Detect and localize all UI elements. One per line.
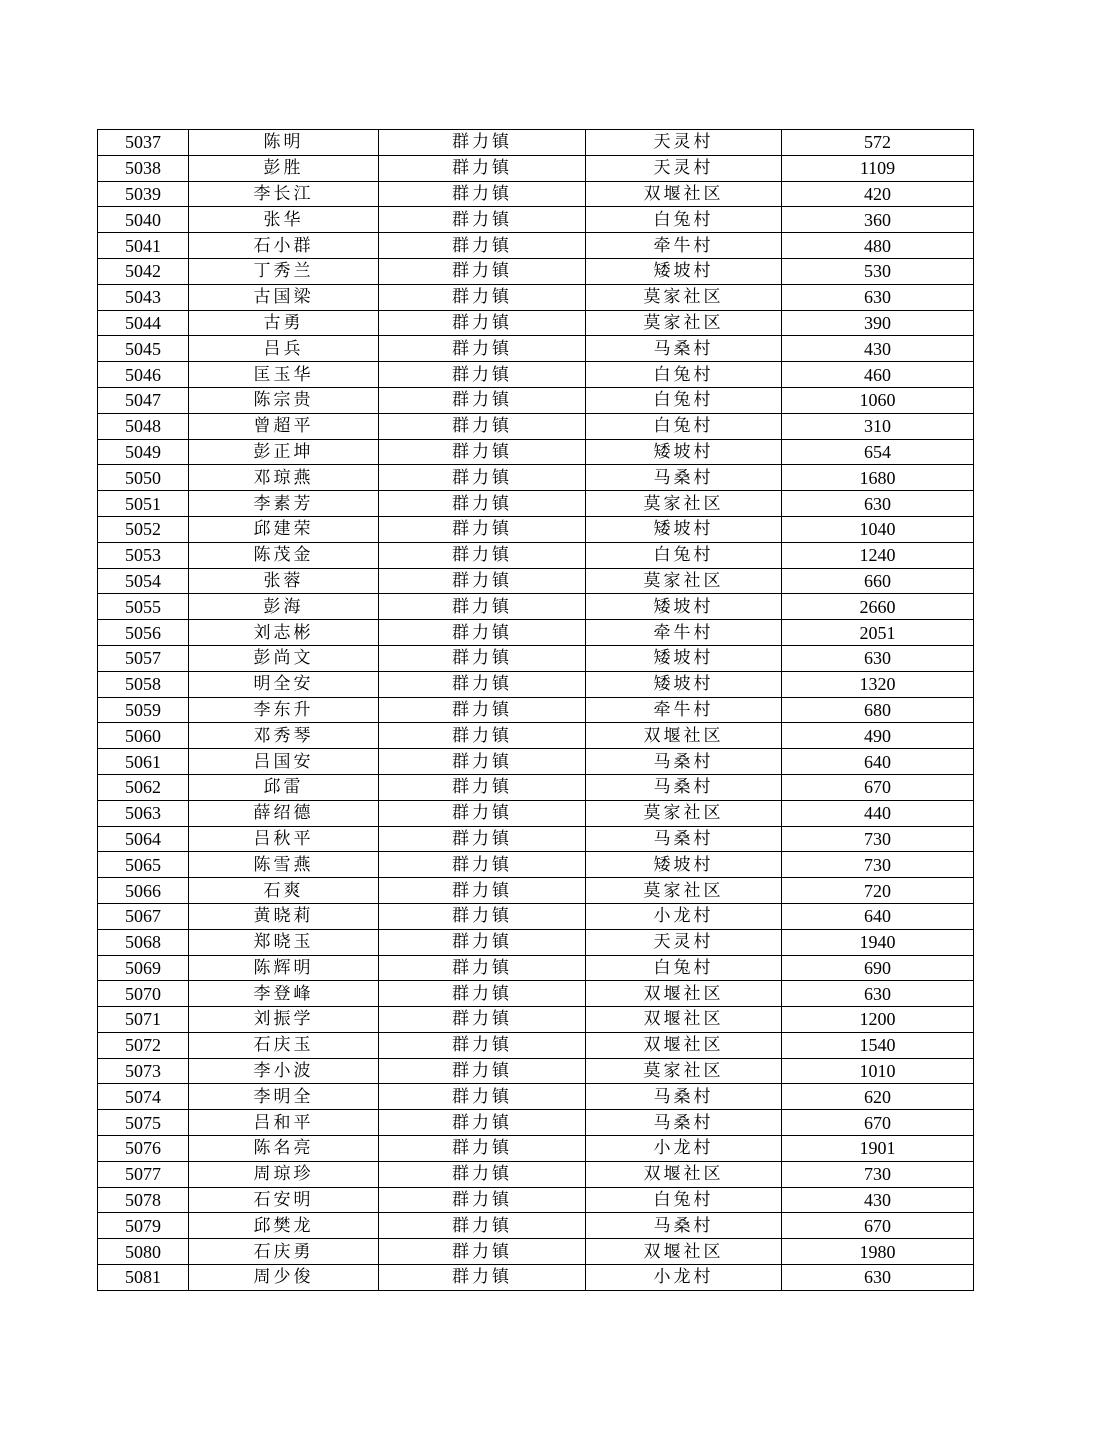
cell-name: 石爽 [189,878,379,904]
cell-seq: 5060 [98,723,189,749]
cell-seq: 5071 [98,1007,189,1033]
cell-town: 群力镇 [379,749,586,775]
cell-town: 群力镇 [379,439,586,465]
cell-village: 白兔村 [586,955,782,981]
cell-town: 群力镇 [379,671,586,697]
cell-village: 矮坡村 [586,852,782,878]
cell-village: 牵牛村 [586,233,782,259]
cell-town: 群力镇 [379,955,586,981]
cell-town: 群力镇 [379,336,586,362]
cell-seq: 5044 [98,310,189,336]
cell-amount: 1980 [782,1239,974,1265]
cell-name: 石庆勇 [189,1239,379,1265]
cell-town: 群力镇 [379,516,586,542]
cell-name: 古国梁 [189,284,379,310]
cell-amount: 640 [782,903,974,929]
cell-seq: 5042 [98,258,189,284]
cell-seq: 5046 [98,362,189,388]
table-row [98,413,974,439]
cell-town: 群力镇 [379,181,586,207]
cell-name: 吕兵 [189,336,379,362]
table-row [98,130,974,156]
cell-village: 双堰社区 [586,1032,782,1058]
cell-village: 牵牛村 [586,620,782,646]
cell-village: 莫家社区 [586,310,782,336]
table-row [98,516,974,542]
table-row [98,594,974,620]
cell-village: 马桑村 [586,826,782,852]
cell-seq: 5066 [98,878,189,904]
cell-village: 白兔村 [586,1187,782,1213]
cell-village: 牵牛村 [586,697,782,723]
cell-town: 群力镇 [379,852,586,878]
cell-name: 李明全 [189,1084,379,1110]
table-row [98,181,974,207]
table-row [98,800,974,826]
cell-amount: 1320 [782,671,974,697]
cell-amount: 390 [782,310,974,336]
cell-amount: 630 [782,981,974,1007]
cell-seq: 5051 [98,491,189,517]
cell-name: 陈宗贵 [189,387,379,413]
cell-seq: 5043 [98,284,189,310]
cell-seq: 5074 [98,1084,189,1110]
cell-village: 白兔村 [586,387,782,413]
cell-seq: 5075 [98,1110,189,1136]
cell-town: 群力镇 [379,542,586,568]
table-row [98,620,974,646]
cell-seq: 5072 [98,1032,189,1058]
table-row [98,1058,974,1084]
cell-seq: 5078 [98,1187,189,1213]
table-row [98,749,974,775]
cell-town: 群力镇 [379,903,586,929]
cell-town: 群力镇 [379,929,586,955]
table-row [98,826,974,852]
cell-village: 马桑村 [586,465,782,491]
cell-village: 马桑村 [586,1213,782,1239]
cell-name: 刘志彬 [189,620,379,646]
table-row [98,1032,974,1058]
table-row [98,1265,974,1291]
cell-village: 马桑村 [586,774,782,800]
table-row [98,723,974,749]
cell-amount: 430 [782,336,974,362]
cell-amount: 490 [782,723,974,749]
cell-amount: 670 [782,1110,974,1136]
cell-town: 群力镇 [379,1265,586,1291]
cell-seq: 5069 [98,955,189,981]
cell-town: 群力镇 [379,697,586,723]
cell-name: 李长江 [189,181,379,207]
cell-name: 石安明 [189,1187,379,1213]
cell-town: 群力镇 [379,310,586,336]
table-row [98,878,974,904]
cell-amount: 630 [782,491,974,517]
table-row [98,439,974,465]
cell-amount: 460 [782,362,974,388]
cell-town: 群力镇 [379,1161,586,1187]
table-row [98,1110,974,1136]
cell-seq: 5038 [98,155,189,181]
cell-village: 白兔村 [586,542,782,568]
cell-name: 周少俊 [189,1265,379,1291]
cell-seq: 5067 [98,903,189,929]
cell-seq: 5070 [98,981,189,1007]
cell-amount: 1680 [782,465,974,491]
cell-town: 群力镇 [379,774,586,800]
cell-town: 群力镇 [379,620,586,646]
cell-amount: 630 [782,1265,974,1291]
cell-seq: 5068 [98,929,189,955]
cell-town: 群力镇 [379,1187,586,1213]
cell-village: 莫家社区 [586,1058,782,1084]
cell-town: 群力镇 [379,1110,586,1136]
cell-name: 薛绍德 [189,800,379,826]
cell-seq: 5056 [98,620,189,646]
cell-name: 陈辉明 [189,955,379,981]
cell-seq: 5054 [98,568,189,594]
table-row [98,258,974,284]
cell-amount: 530 [782,258,974,284]
table-row [98,310,974,336]
cell-village: 小龙村 [586,1265,782,1291]
cell-seq: 5052 [98,516,189,542]
cell-name: 彭胜 [189,155,379,181]
table-row [98,1187,974,1213]
cell-name: 邱樊龙 [189,1213,379,1239]
cell-name: 古勇 [189,310,379,336]
table-row [98,155,974,181]
record-table [97,129,974,1291]
cell-amount: 430 [782,1187,974,1213]
cell-name: 黄晓莉 [189,903,379,929]
cell-seq: 5057 [98,645,189,671]
cell-town: 群力镇 [379,491,586,517]
cell-name: 张华 [189,207,379,233]
table-row [98,903,974,929]
cell-seq: 5045 [98,336,189,362]
cell-name: 吕和平 [189,1110,379,1136]
cell-amount: 660 [782,568,974,594]
cell-seq: 5047 [98,387,189,413]
cell-town: 群力镇 [379,1084,586,1110]
cell-amount: 680 [782,697,974,723]
cell-amount: 480 [782,233,974,259]
table-row [98,671,974,697]
cell-village: 莫家社区 [586,568,782,594]
cell-seq: 5040 [98,207,189,233]
cell-village: 双堰社区 [586,181,782,207]
cell-seq: 5063 [98,800,189,826]
cell-village: 小龙村 [586,903,782,929]
cell-village: 矮坡村 [586,258,782,284]
cell-name: 张蓉 [189,568,379,594]
cell-name: 明全安 [189,671,379,697]
cell-village: 矮坡村 [586,671,782,697]
cell-town: 群力镇 [379,1213,586,1239]
table-row [98,207,974,233]
cell-seq: 5081 [98,1265,189,1291]
cell-name: 吕秋平 [189,826,379,852]
cell-village: 双堰社区 [586,1161,782,1187]
cell-town: 群力镇 [379,387,586,413]
cell-name: 邱建荣 [189,516,379,542]
cell-village: 小龙村 [586,1136,782,1162]
cell-seq: 5077 [98,1161,189,1187]
cell-town: 群力镇 [379,568,586,594]
table-row [98,1213,974,1239]
table-row [98,955,974,981]
cell-village: 白兔村 [586,362,782,388]
table-row [98,336,974,362]
cell-amount: 654 [782,439,974,465]
cell-amount: 730 [782,826,974,852]
cell-amount: 1060 [782,387,974,413]
cell-seq: 5050 [98,465,189,491]
cell-amount: 1200 [782,1007,974,1033]
cell-name: 陈名亮 [189,1136,379,1162]
cell-amount: 720 [782,878,974,904]
cell-amount: 1940 [782,929,974,955]
cell-village: 双堰社区 [586,1239,782,1265]
cell-name: 邓秀琴 [189,723,379,749]
cell-town: 群力镇 [379,1136,586,1162]
table-row [98,981,974,1007]
cell-town: 群力镇 [379,233,586,259]
cell-amount: 1109 [782,155,974,181]
cell-name: 李小波 [189,1058,379,1084]
cell-amount: 620 [782,1084,974,1110]
cell-seq: 5059 [98,697,189,723]
cell-amount: 640 [782,749,974,775]
table-row [98,568,974,594]
cell-village: 双堰社区 [586,1007,782,1033]
cell-amount: 360 [782,207,974,233]
cell-name: 吕国安 [189,749,379,775]
cell-name: 李东升 [189,697,379,723]
cell-name: 李素芳 [189,491,379,517]
cell-town: 群力镇 [379,465,586,491]
cell-name: 石小群 [189,233,379,259]
cell-town: 群力镇 [379,981,586,1007]
cell-amount: 310 [782,413,974,439]
table-row [98,852,974,878]
table-row [98,1084,974,1110]
cell-seq: 5073 [98,1058,189,1084]
cell-amount: 1040 [782,516,974,542]
record-table-body [98,130,974,1291]
cell-amount: 1901 [782,1136,974,1162]
cell-seq: 5079 [98,1213,189,1239]
cell-town: 群力镇 [379,723,586,749]
cell-village: 天灵村 [586,155,782,181]
cell-amount: 1240 [782,542,974,568]
cell-village: 莫家社区 [586,800,782,826]
table-row [98,1136,974,1162]
cell-village: 矮坡村 [586,516,782,542]
cell-amount: 670 [782,1213,974,1239]
cell-amount: 420 [782,181,974,207]
cell-seq: 5065 [98,852,189,878]
cell-name: 李登峰 [189,981,379,1007]
cell-amount: 2660 [782,594,974,620]
cell-name: 曾超平 [189,413,379,439]
cell-seq: 5076 [98,1136,189,1162]
cell-seq: 5064 [98,826,189,852]
cell-village: 马桑村 [586,1110,782,1136]
cell-seq: 5080 [98,1239,189,1265]
cell-name: 彭海 [189,594,379,620]
cell-seq: 5048 [98,413,189,439]
table-row [98,233,974,259]
cell-village: 双堰社区 [586,723,782,749]
cell-name: 陈茂金 [189,542,379,568]
cell-town: 群力镇 [379,1032,586,1058]
cell-name: 邱雷 [189,774,379,800]
cell-town: 群力镇 [379,594,586,620]
table-row [98,362,974,388]
cell-name: 周琼珍 [189,1161,379,1187]
cell-name: 丁秀兰 [189,258,379,284]
cell-amount: 690 [782,955,974,981]
table-row [98,929,974,955]
cell-name: 邓琼燕 [189,465,379,491]
cell-amount: 1010 [782,1058,974,1084]
cell-seq: 5041 [98,233,189,259]
table-row [98,645,974,671]
cell-village: 矮坡村 [586,439,782,465]
cell-town: 群力镇 [379,284,586,310]
cell-town: 群力镇 [379,362,586,388]
table-row [98,1161,974,1187]
cell-town: 群力镇 [379,1007,586,1033]
cell-town: 群力镇 [379,207,586,233]
cell-town: 群力镇 [379,155,586,181]
cell-village: 天灵村 [586,929,782,955]
cell-amount: 630 [782,645,974,671]
table-row [98,491,974,517]
cell-town: 群力镇 [379,1239,586,1265]
table-row [98,1007,974,1033]
cell-town: 群力镇 [379,826,586,852]
cell-town: 群力镇 [379,130,586,156]
table-row [98,697,974,723]
cell-seq: 5049 [98,439,189,465]
table-row [98,1239,974,1265]
cell-village: 白兔村 [586,207,782,233]
cell-name: 彭正坤 [189,439,379,465]
table-row [98,774,974,800]
cell-town: 群力镇 [379,800,586,826]
cell-amount: 572 [782,130,974,156]
cell-amount: 630 [782,284,974,310]
cell-village: 马桑村 [586,336,782,362]
cell-amount: 730 [782,852,974,878]
cell-amount: 440 [782,800,974,826]
cell-town: 群力镇 [379,258,586,284]
cell-village: 马桑村 [586,749,782,775]
cell-seq: 5061 [98,749,189,775]
cell-name: 郑晓玉 [189,929,379,955]
cell-amount: 670 [782,774,974,800]
cell-village: 天灵村 [586,130,782,156]
cell-amount: 730 [782,1161,974,1187]
cell-amount: 2051 [782,620,974,646]
cell-name: 陈明 [189,130,379,156]
cell-village: 矮坡村 [586,645,782,671]
cell-seq: 5058 [98,671,189,697]
cell-name: 彭尚文 [189,645,379,671]
cell-village: 莫家社区 [586,878,782,904]
cell-name: 匡玉华 [189,362,379,388]
cell-seq: 5039 [98,181,189,207]
cell-name: 陈雪燕 [189,852,379,878]
cell-village: 莫家社区 [586,491,782,517]
cell-seq: 5037 [98,130,189,156]
table-row [98,284,974,310]
cell-village: 莫家社区 [586,284,782,310]
table-row [98,387,974,413]
cell-town: 群力镇 [379,1058,586,1084]
cell-amount: 1540 [782,1032,974,1058]
cell-village: 双堰社区 [586,981,782,1007]
cell-seq: 5055 [98,594,189,620]
cell-village: 矮坡村 [586,594,782,620]
cell-seq: 5062 [98,774,189,800]
cell-name: 刘振学 [189,1007,379,1033]
cell-village: 白兔村 [586,413,782,439]
cell-seq: 5053 [98,542,189,568]
cell-village: 马桑村 [586,1084,782,1110]
cell-name: 石庆玉 [189,1032,379,1058]
cell-town: 群力镇 [379,645,586,671]
table-row [98,542,974,568]
cell-town: 群力镇 [379,878,586,904]
cell-town: 群力镇 [379,413,586,439]
table-row [98,465,974,491]
